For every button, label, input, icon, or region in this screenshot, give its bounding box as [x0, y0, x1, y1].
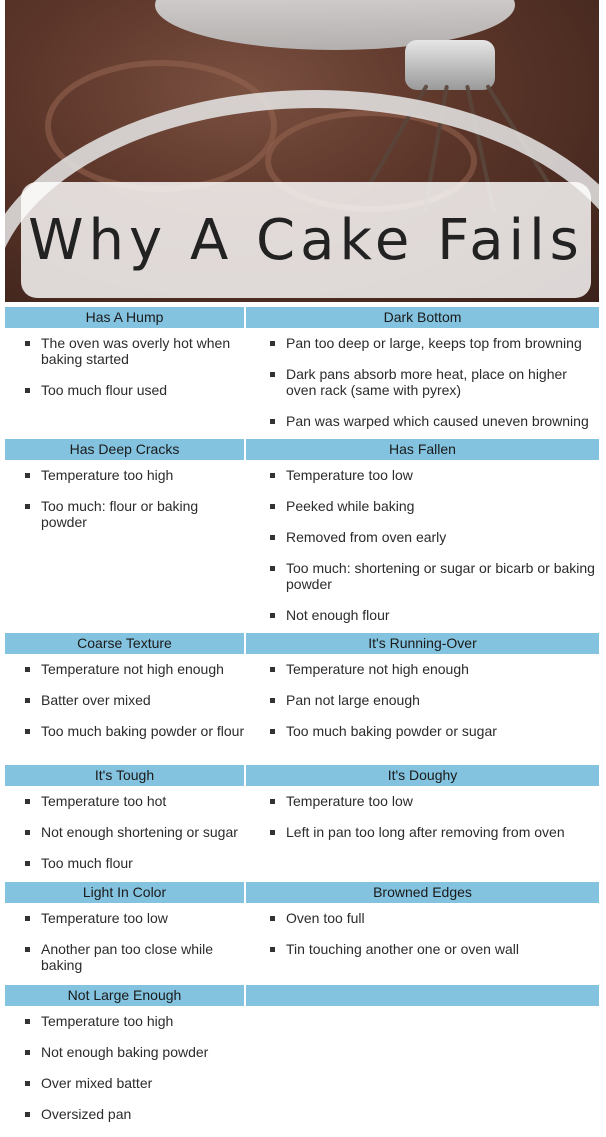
cause-column [246, 460, 599, 638]
cause-item: Left in pan too long after removing from oven [268, 824, 599, 840]
cause-item: Pan not large enough [268, 692, 599, 708]
cause-column [246, 786, 599, 886]
cause-item: Temperature not high enough [268, 661, 599, 677]
cause-list [23, 661, 246, 739]
problem-header: Has Fallen [246, 439, 599, 460]
cause-list [268, 793, 599, 840]
problem-header: It's Tough [5, 765, 244, 786]
problem-section [5, 439, 599, 638]
problem-header: Has A Hump [5, 307, 244, 328]
problem-header: It's Running-Over [246, 633, 599, 654]
cause-item: Pan too deep or large, keeps top from browning [268, 335, 599, 351]
cause-item: Peeked while baking [268, 498, 599, 514]
cause-list [268, 335, 599, 429]
cause-list [23, 793, 246, 871]
problem-header: Dark Bottom [246, 307, 599, 328]
title-banner [21, 182, 591, 298]
problem-section [5, 307, 599, 444]
cause-item: Another pan too close while baking [23, 941, 246, 973]
cause-list [268, 467, 599, 623]
cause-item: Temperature too low [23, 910, 246, 926]
problem-header: Has Deep Cracks [5, 439, 244, 460]
section-header-row [5, 765, 599, 786]
cause-item: Over mixed batter [23, 1075, 246, 1091]
problem-header: Not Large Enough [5, 985, 244, 1006]
cause-item: Pan was warped which caused uneven browning [268, 413, 599, 429]
cause-column [5, 654, 246, 754]
cause-item: Oversized pan [23, 1106, 246, 1122]
cause-list [23, 335, 246, 398]
section-header-row [5, 633, 599, 654]
cause-item: Temperature not high enough [23, 661, 246, 677]
cause-column [5, 786, 246, 886]
cause-item: Too much flour used [23, 382, 246, 398]
section-header-row [5, 439, 599, 460]
cause-item: Too much flour [23, 855, 246, 871]
cause-item: Too much: shortening or sugar or bicarb or baking powder [268, 560, 599, 592]
problem-header [246, 985, 599, 1006]
cause-column [5, 328, 246, 444]
cause-list [23, 1013, 246, 1122]
cause-item: Temperature too high [23, 467, 246, 483]
cause-item: Oven too full [268, 910, 599, 926]
problem-header: Browned Edges [246, 882, 599, 903]
cause-list [268, 910, 599, 957]
page-title: Why A Cake Fails [28, 207, 584, 273]
whisk-hub [405, 40, 495, 90]
hero-image [5, 0, 599, 302]
cause-item: Temperature too high [23, 1013, 246, 1029]
cause-item: Temperature too low [268, 467, 599, 483]
cause-item: Too much baking powder or flour [23, 723, 246, 739]
cause-item: Not enough flour [268, 607, 599, 623]
cause-item: Temperature too low [268, 793, 599, 809]
cause-list [268, 661, 599, 739]
cause-item: Dark pans absorb more heat, place on higher oven rack (same with pyrex) [268, 366, 599, 398]
section-header-row [5, 307, 599, 328]
cause-item: The oven was overly hot when baking started [23, 335, 246, 367]
cause-item: Too much baking powder or sugar [268, 723, 599, 739]
cause-column [5, 903, 246, 988]
problem-section [5, 765, 599, 886]
cause-column [246, 328, 599, 444]
cause-item: Not enough shortening or sugar [23, 824, 246, 840]
cause-column [246, 903, 599, 988]
cause-list [23, 910, 246, 973]
problem-section [5, 882, 599, 988]
problem-header: Light In Color [5, 882, 244, 903]
cause-item: Temperature too hot [23, 793, 246, 809]
problem-section [5, 985, 599, 1137]
cause-column [5, 460, 246, 638]
cause-item: Too much: flour or baking powder [23, 498, 246, 530]
cause-column [246, 1006, 599, 1137]
cause-item: Not enough baking powder [23, 1044, 246, 1060]
problem-section [5, 633, 599, 754]
problem-header: Coarse Texture [5, 633, 244, 654]
section-header-row [5, 882, 599, 903]
cause-list [23, 467, 246, 530]
cause-item: Tin touching another one or oven wall [268, 941, 599, 957]
problem-header: It's Doughy [246, 765, 599, 786]
cause-column [5, 1006, 246, 1137]
cause-item: Removed from oven early [268, 529, 599, 545]
section-header-row [5, 985, 599, 1006]
cause-item: Batter over mixed [23, 692, 246, 708]
cause-column [246, 654, 599, 754]
